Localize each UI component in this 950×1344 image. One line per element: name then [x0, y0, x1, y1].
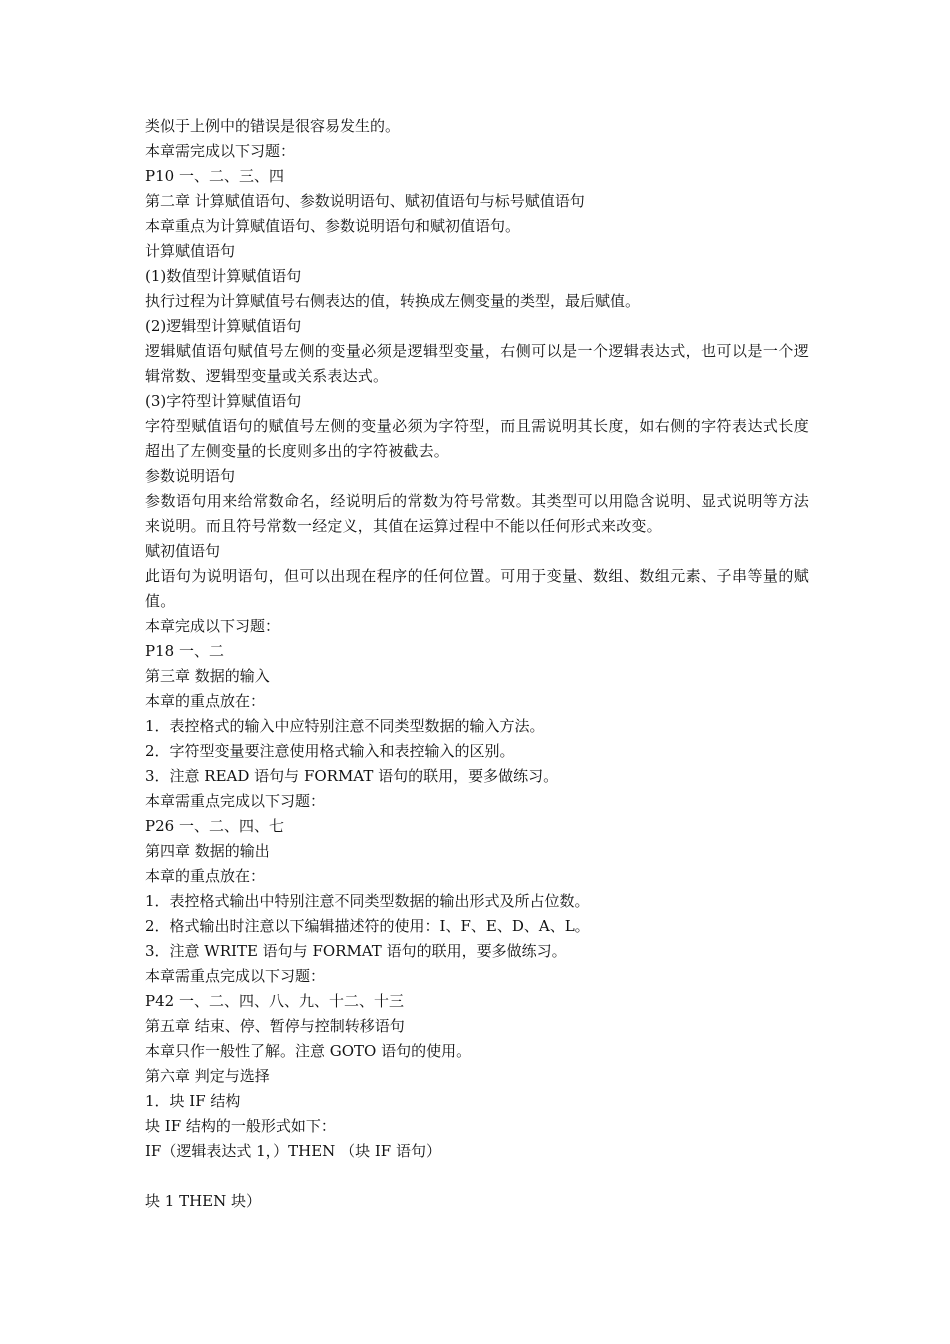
- text-line: 块 IF 结构的一般形式如下：: [145, 1117, 336, 1135]
- text-line: 第三章 数据的输入: [145, 667, 270, 685]
- text-line: 计算赋值语句: [145, 242, 236, 260]
- text-line: 本章的重点放在：: [145, 692, 266, 710]
- text-line: 本章需重点完成以下习题：: [145, 792, 326, 810]
- paragraph: 参数语句用来给常数命名，经说明后的常数为符号常数。其类型可以用隐含说明、显式说明等方法来说明。而且符号常数一经定义，其值在运算过程中不能以任何形式来改变。: [145, 492, 809, 535]
- text-line: 第六章 判定与选择: [145, 1067, 270, 1085]
- text-line: 本章只作一般性了解。注意 GOTO 语句的使用。: [145, 1042, 472, 1060]
- text-line: 块 1 THEN 块）: [145, 1192, 262, 1210]
- text-line: 1．表控格式的输入中应特别注意不同类型数据的输入方法。: [145, 717, 545, 735]
- text-line: 本章完成以下习题：: [145, 617, 281, 635]
- paragraph: 逻辑赋值语句赋值号左侧的变量必须是逻辑型变量，右侧可以是一个逻辑表达式，也可以是一个逻辑常数、逻辑型变量或关系表达式。: [145, 342, 809, 385]
- text-line: 本章需重点完成以下习题：: [145, 967, 326, 985]
- text-line: 本章需完成以下习题：: [145, 142, 296, 160]
- text-line: 第四章 数据的输出: [145, 842, 270, 860]
- text-line: 2．格式输出时注意以下编辑描述符的使用：I、F、E、D、A、L。: [145, 917, 590, 935]
- blank-line: [145, 1164, 809, 1189]
- text-line: (2)逻辑型计算赋值语句: [145, 317, 302, 335]
- text-line: 3．注意 WRITE 语句与 FORMAT 语句的联用，要多做练习。: [145, 942, 567, 960]
- text-line: (1)数值型计算赋值语句: [145, 267, 302, 285]
- text-line: 参数说明语句: [145, 467, 236, 485]
- document-body: [145, 114, 809, 1214]
- text-line: 2．字符型变量要注意使用格式输入和表控输入的区别。: [145, 742, 515, 760]
- text-line: 1．表控格式输出中特别注意不同类型数据的输出形式及所占位数。: [145, 892, 590, 910]
- text-line: 本章重点为计算赋值语句、参数说明语句和赋初值语句。: [145, 217, 521, 235]
- text-line: 类似于上例中的错误是很容易发生的。: [145, 117, 401, 135]
- text-line: 第五章 结束、停、暂停与控制转移语句: [145, 1017, 405, 1035]
- text-line: P18 一、二: [145, 642, 224, 660]
- paragraph: 此语句为说明语句，但可以出现在程序的任何位置。可用于变量、数组、数组元素、子串等量的赋值。: [145, 567, 809, 610]
- text-line: 1．块 IF 结构: [145, 1092, 241, 1110]
- text-line: 赋初值语句: [145, 542, 221, 560]
- text-line: 本章的重点放在：: [145, 867, 266, 885]
- text-line: 第二章 计算赋值语句、参数说明语句、赋初值语句与标号赋值语句: [145, 192, 585, 210]
- text-line: IF（逻辑表达式 1，）THEN （块 IF 语句）: [145, 1142, 441, 1160]
- text-line: P26 一、二、四、七: [145, 817, 284, 835]
- paragraph: 字符型赋值语句的赋值号左侧的变量必须为字符型，而且需说明其长度，如右侧的字符表达式长度超出了左侧变量的长度则多出的字符被截去。: [145, 417, 809, 460]
- text-line: P42 一、二、四、八、九、十二、十三: [145, 992, 404, 1010]
- text-line: P10 一、二、三、四: [145, 167, 284, 185]
- text-line: 3．注意 READ 语句与 FORMAT 语句的联用，要多做练习。: [145, 767, 559, 785]
- text-line: 执行过程为计算赋值号右侧表达的值，转换成左侧变量的类型，最后赋值。: [145, 292, 641, 310]
- text-line: (3)字符型计算赋值语句: [145, 392, 302, 410]
